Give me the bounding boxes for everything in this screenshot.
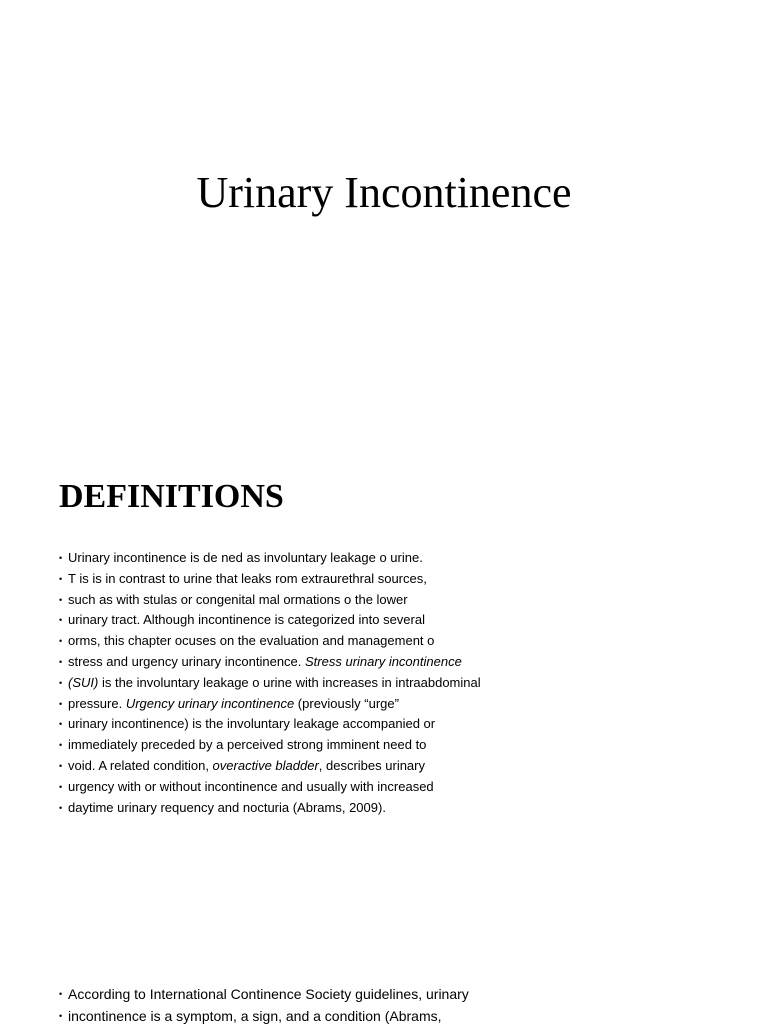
definition-line bbox=[59, 777, 481, 798]
line-text: void. A related condition, bbox=[68, 757, 213, 773]
bullet-marker: • bbox=[59, 1011, 63, 1021]
line-text: Urinary incontinence is de ned as involuntary leakage o urine. bbox=[68, 550, 423, 565]
bullet-marker: • bbox=[59, 553, 63, 563]
line-text: is the involuntary leakage o urine with increases in intraabdominal bbox=[98, 674, 481, 690]
ics-bullet-list bbox=[59, 983, 469, 1027]
line-text: pressure. bbox=[68, 695, 126, 711]
line-text: such as with stulas or congenital mal ormations o the lower bbox=[68, 591, 408, 607]
line-text: T is is in contrast to urine that leaks rom extraurethral sources, bbox=[68, 570, 427, 586]
bullet-marker: • bbox=[59, 719, 63, 730]
definitions-bullet-list bbox=[59, 548, 481, 818]
italic-term: Stress urinary incontinence bbox=[305, 653, 462, 669]
line-text: urgency with or without incontinence and usually with increased bbox=[68, 778, 434, 794]
definition-line bbox=[59, 714, 481, 735]
bullet-marker: • bbox=[59, 740, 63, 751]
bullet-marker: • bbox=[59, 615, 63, 626]
definition-line bbox=[59, 756, 481, 777]
definition-line bbox=[59, 631, 481, 652]
bullet-marker: • bbox=[59, 802, 63, 813]
definition-line bbox=[59, 548, 481, 569]
bullet-marker: • bbox=[59, 760, 63, 771]
line-text: daytime urinary requency and nocturia (Abrams, 2009). bbox=[68, 799, 386, 815]
line-text: According to International Continence Society guidelines, urinary bbox=[68, 986, 469, 1002]
italic-term: Urgency urinary incontinence bbox=[125, 695, 295, 711]
line-text: , describes urinary bbox=[318, 757, 425, 773]
page-title: Urinary Incontinence bbox=[196, 168, 572, 217]
definition-line bbox=[59, 798, 481, 819]
line-text: urinary incontinence) is the involuntary leakage accompanied or bbox=[68, 716, 436, 732]
section-heading-definitions: DEFINITIONS bbox=[59, 478, 284, 515]
bullet-marker: • bbox=[59, 989, 63, 999]
definition-line bbox=[59, 652, 481, 673]
line-text: incontinence is a symptom, a sign, and a condition (Abrams, bbox=[68, 1008, 442, 1024]
bullet-marker: • bbox=[59, 698, 63, 709]
definition-line bbox=[59, 610, 481, 631]
bullet-marker: • bbox=[59, 656, 63, 667]
italic-term: (SUI) bbox=[68, 674, 99, 690]
ics-line bbox=[59, 983, 469, 1005]
bullet-marker: • bbox=[59, 677, 63, 688]
definition-line bbox=[59, 590, 481, 611]
line-text: immediately preceded by a perceived strong imminent need to bbox=[68, 737, 427, 753]
definition-line bbox=[59, 569, 481, 590]
bullet-marker: • bbox=[59, 573, 63, 584]
bullet-marker: • bbox=[59, 594, 63, 605]
definition-line bbox=[59, 694, 481, 715]
bullet-marker: • bbox=[59, 636, 63, 647]
line-text: urinary tract. Although incontinence is categorized into several bbox=[68, 612, 425, 628]
italic-term: overactive bladder bbox=[212, 757, 319, 773]
line-text: stress and urgency urinary incontinence. bbox=[68, 653, 306, 669]
line-text: orms, this chapter ocuses on the evaluation and management o bbox=[68, 633, 435, 649]
definition-line bbox=[59, 735, 481, 756]
definition-line bbox=[59, 673, 481, 694]
bullet-marker: • bbox=[59, 781, 63, 792]
line-text: (previously “urge” bbox=[294, 695, 399, 711]
